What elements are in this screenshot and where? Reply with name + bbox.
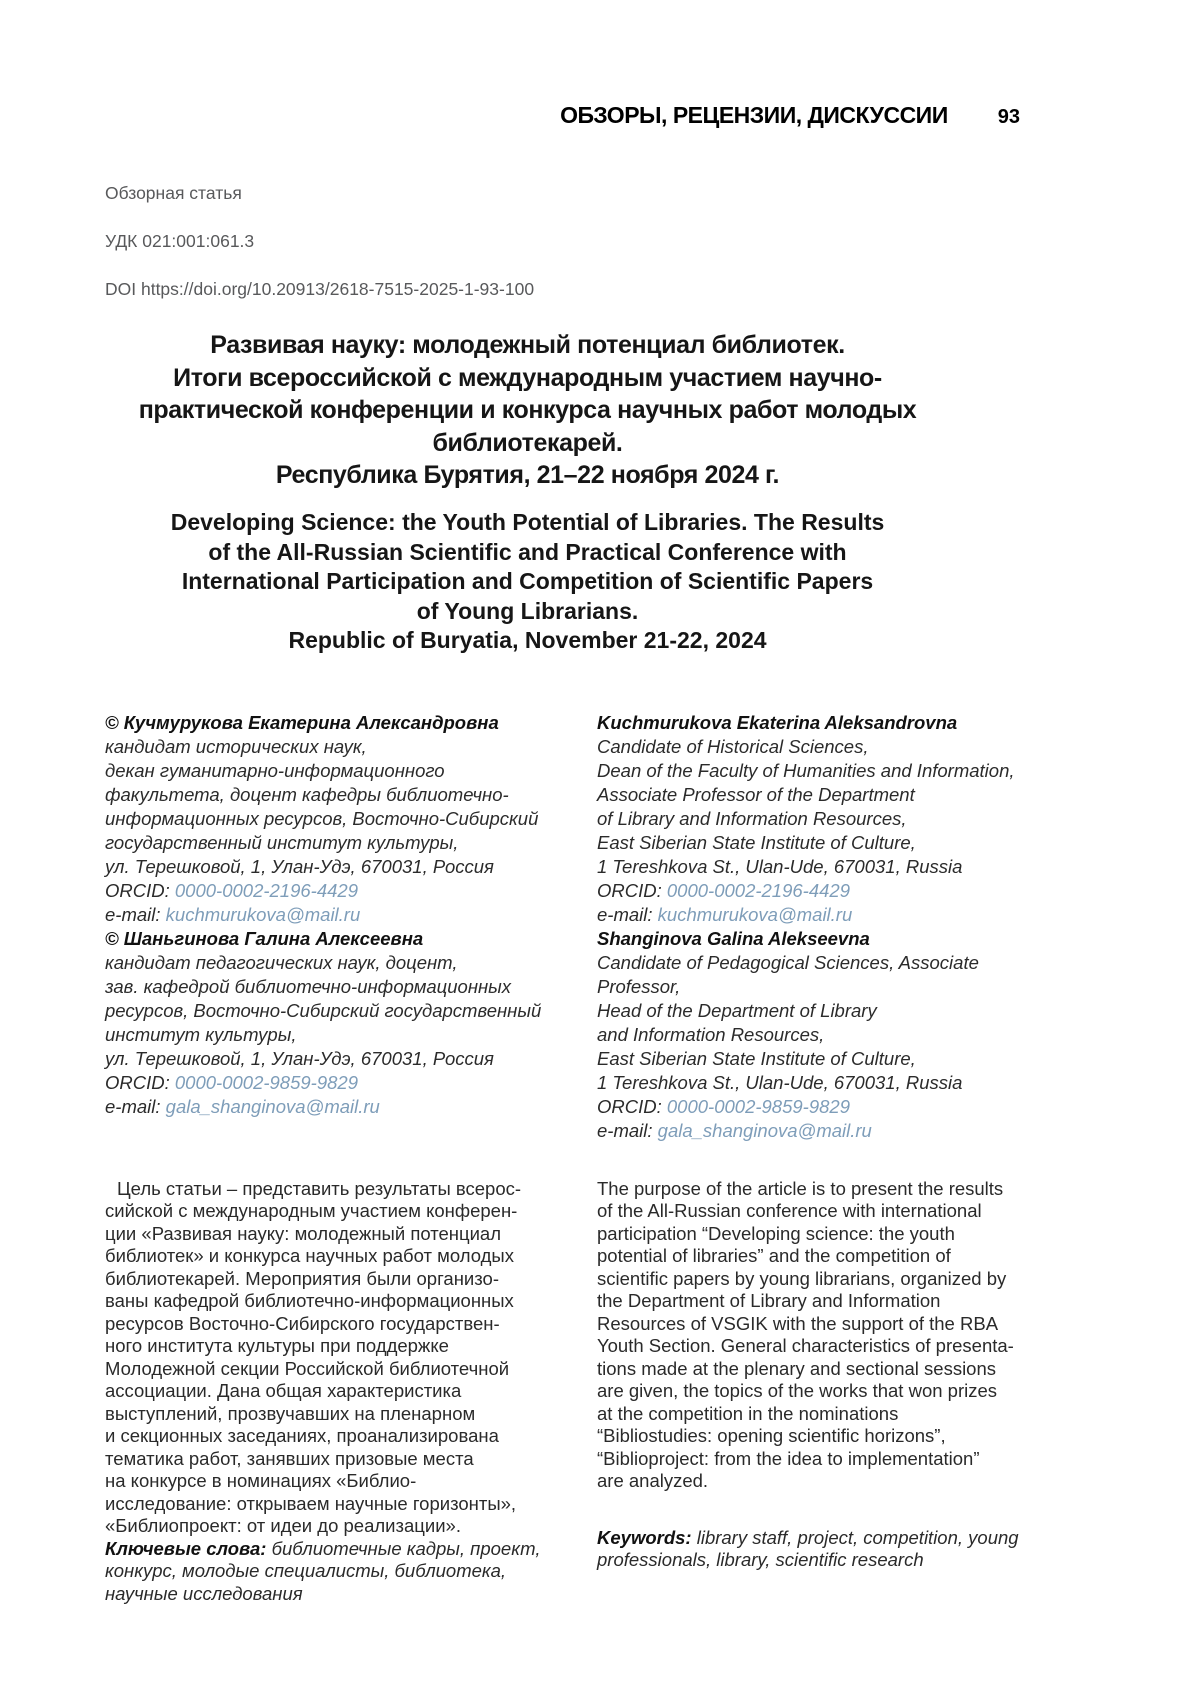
email-line — [597, 903, 1020, 927]
author-entry — [105, 927, 560, 1119]
author-name-en: Shanginova Galina Alekseevna — [597, 927, 870, 949]
author-affiliation-en: Candidate of Pedagogical Sciences, Associate Professor, Head of the Department of Library and Information Resources, East Siberian State Institute of Culture, 1 Tereshkova St., Ulan-Ude, 670031, Russia — [597, 951, 979, 1093]
orcid-link[interactable]: 0000-0002-9859-9829 — [666, 1095, 850, 1117]
orcid-label: ORCID: — [597, 1095, 667, 1117]
orcid-link[interactable]: 0000-0002-9859-9829 — [174, 1071, 358, 1093]
author-entry — [597, 927, 1020, 1143]
author-entry — [105, 711, 560, 927]
orcid-label: ORCID: — [105, 1071, 175, 1093]
author-entry — [597, 711, 1020, 927]
email-label: e-mail: — [597, 1119, 658, 1141]
email-link[interactable]: gala_shanginova@mail.ru — [165, 1095, 380, 1117]
keywords-en — [597, 1527, 1020, 1572]
abstract-block — [105, 1178, 1020, 1606]
orcid-link[interactable]: 0000-0002-2196-4429 — [666, 879, 850, 901]
author-name-en: Kuchmurukova Ekaterina Aleksandrovna — [597, 711, 958, 733]
page-number: 93 — [997, 106, 1020, 128]
keywords-text-ru: библиотечные кадры, проект, конкурс, молодые специалисты, библиотека, научные исследования — [105, 1537, 541, 1604]
article-type: Обзорная статья — [105, 183, 242, 203]
orcid-line — [597, 879, 1020, 903]
author-name-ru: © Кучмурукова Екатерина Александровна — [105, 711, 499, 733]
email-label: e-mail: — [105, 903, 166, 925]
email-line — [105, 903, 560, 927]
author-affiliation-ru: кандидат педагогических наук, доцент, зав. кафедрой библиотечно-информационных ресурсов, Восточно-Сибирский государственный институт культуры, ул. Терешковой, 1, Улан-Удэ, 670031, Россия — [105, 951, 542, 1069]
page-content — [105, 0, 1020, 1605]
udc-code: УДК 021:001:061.3 — [105, 231, 255, 251]
authors-block — [105, 711, 1020, 1143]
authors-column-ru — [105, 711, 560, 1143]
author-affiliation-en: Candidate of Historical Sciences, Dean of the Faculty of Humanities and Information, Associate Professor of the Department of Library and Information Resources, East Siberian State Institute of Culture, 1 Tereshkova St., Ulan-Ude, 670031, Russia — [597, 735, 1015, 877]
orcid-label: ORCID: — [105, 879, 175, 901]
abstract-text-en: The purpose of the article is to present the results of the All-Russian conference with international participation “Developing science: the youth potential of libraries” and the competition of scientific papers by young librarians, organized by the Department of Library and Information Resources of VSGIK with the support of the RBA Youth Section. General characteristics of presenta- tions made at the plenary and sectional sessions are given, the topics of the works that won prizes at the competition in the nominations “Bibliostudies: opening scientific horizons”, “Biblioproject: from the idea to implementation” are analyzed. — [597, 1177, 1014, 1492]
abstract-column-en — [597, 1178, 1020, 1606]
keywords-label-en: Keywords: — [597, 1526, 697, 1548]
article-meta — [105, 157, 1020, 325]
email-label: e-mail: — [105, 1095, 166, 1117]
article-title-en: Developing Science: the Youth Potential of Libraries. The Results of the All-Russian Scientific and Practical Conference with International Participation and Competition of Scientific Papers of Young Librarians. Republic of Buryatia, November 21-22, 2024 — [170, 509, 885, 654]
authors-column-en — [597, 711, 1020, 1143]
orcid-line — [597, 1095, 1020, 1119]
email-line — [597, 1119, 1020, 1143]
author-name-ru: © Шаньгинова Галина Алексеевна — [105, 927, 424, 949]
orcid-label: ORCID: — [597, 879, 667, 901]
email-label: e-mail: — [597, 903, 658, 925]
email-link[interactable]: kuchmurukova@mail.ru — [165, 903, 361, 925]
email-link[interactable]: gala_shanginova@mail.ru — [657, 1119, 872, 1141]
author-affiliation-ru: кандидат исторических наук, декан гуманитарно-информационного факультета, доцент кафедры библиотечно- информационных ресурсов, Восточно-Сибирский государственный институт культуры, ул. Терешковой, 1, Улан-Удэ, 670031, Россия — [105, 735, 539, 877]
doi-line[interactable]: DOI https://doi.org/10.20913/2618-7515-2025-1-93-100 — [105, 279, 535, 299]
abstract-column-ru — [105, 1178, 560, 1606]
email-line — [105, 1095, 560, 1119]
email-link[interactable]: kuchmurukova@mail.ru — [657, 903, 853, 925]
orcid-line — [105, 879, 560, 903]
running-header — [105, 0, 1020, 129]
keywords-label-ru: Ключевые слова: — [105, 1537, 272, 1559]
abstract-text-ru: Цель статьи – представить результаты всерос- сийской с международным участием конферен- ции «Развивая науку: молодежный потенциал библиотек» и конкурса научных работ молодых библиотекарей. Мероприятия были организо- ваны кафедрой библиотечно-информационных ресурсов Восточно-Сибирского государствен- ного института культуры при поддержке Молодежной секции Российской библиотечной ассоциации. Дана общая характеристика выступлений, прозвучавших на пленарном и секционных заседаниях, проанализирована тематика работ, занявших призовые места на конкурсе в номинациях «Библио- исследование: открываем научные горизонты», «Библиопроект: от идеи до реализации». — [105, 1177, 522, 1537]
keywords-text-en: library staff, project, competition, young professionals, library, scientific research — [597, 1526, 1019, 1571]
keywords-ru — [105, 1538, 560, 1606]
article-title-ru: Развивая науку: молодежный потенциал библиотек. Итоги всероссийской с международным участием научно- практической конференции и конкурса научных работ молодых библиотекарей. Республика Бурятия, 21–22 ноября 2024 г. — [138, 331, 917, 489]
orcid-line — [105, 1071, 560, 1095]
orcid-link[interactable]: 0000-0002-2196-4429 — [174, 879, 358, 901]
section-title: ОБЗОРЫ, РЕЦЕНЗИИ, ДИСКУССИИ — [560, 102, 948, 128]
